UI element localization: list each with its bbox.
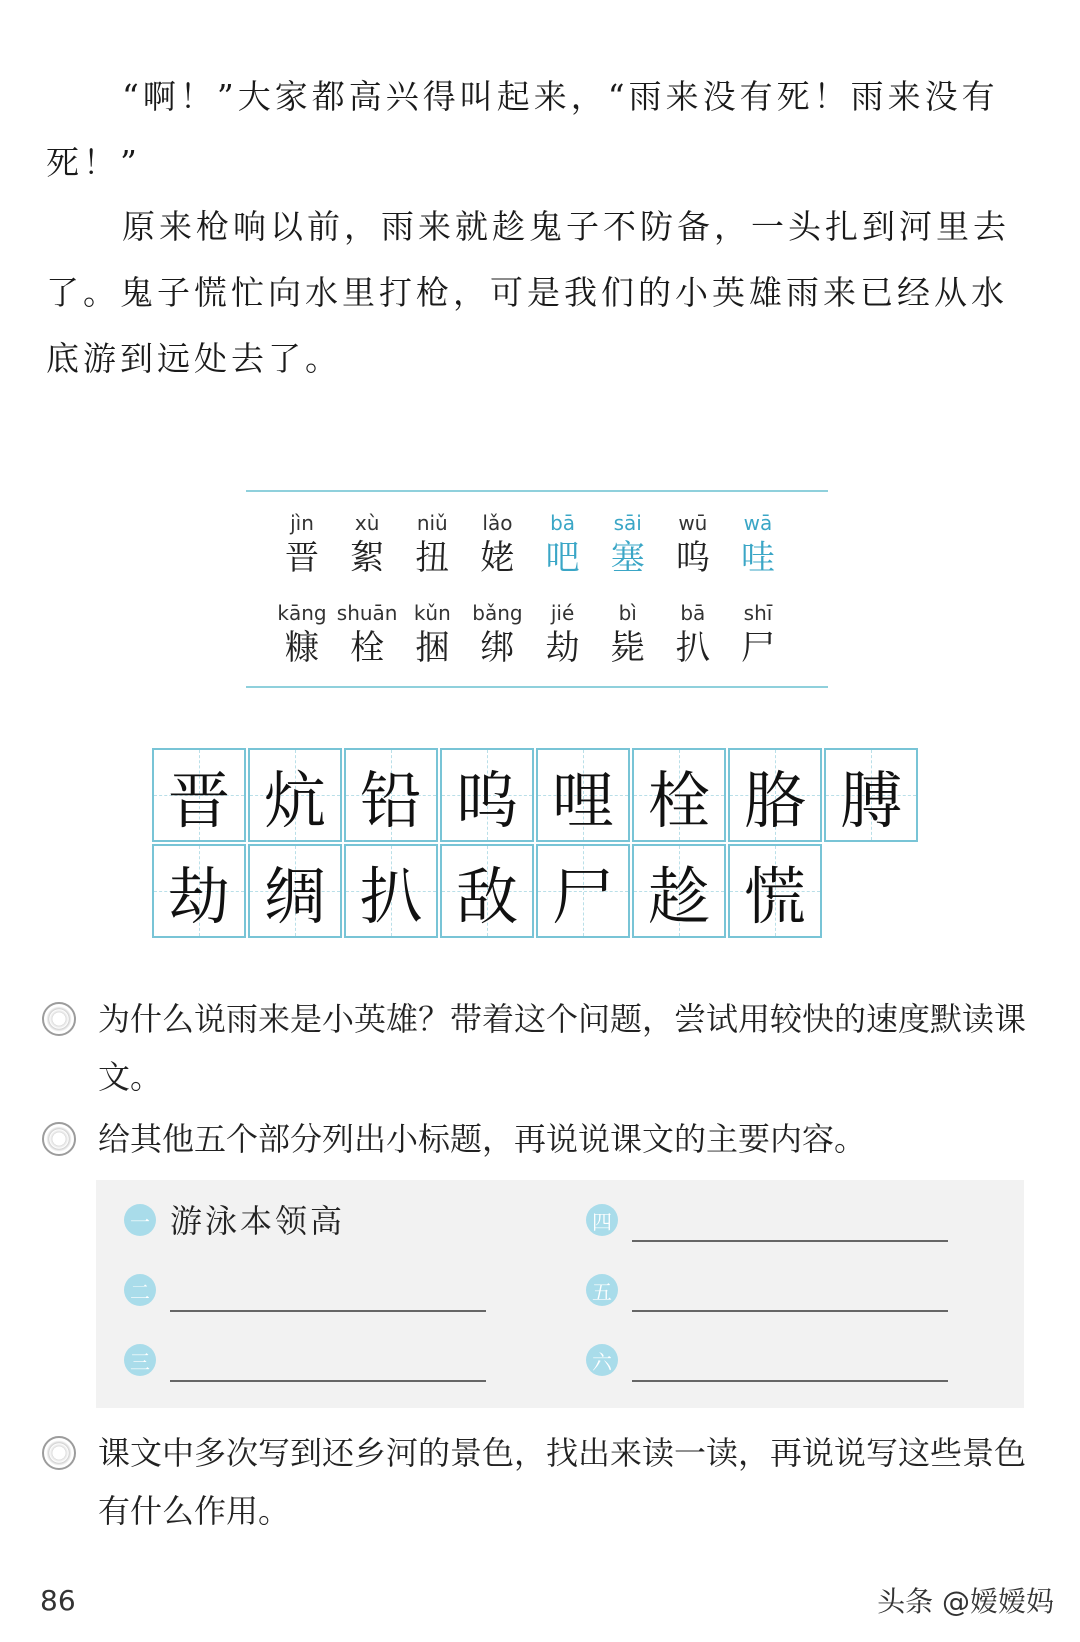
question-1: 为什么说雨来是小英雄？带着这个问题，尝试用较快的速度默读课文。 — [42, 990, 1042, 1106]
writing-cell: 绸 — [248, 844, 342, 938]
outline-item-3 — [124, 1338, 486, 1382]
recognize-char: shuān 栓 — [336, 601, 398, 668]
recognize-char-polyphone: bā 吧 — [545, 511, 580, 578]
recognize-row-2 — [270, 600, 790, 670]
writing-cell: 哩 — [536, 748, 630, 842]
blank-line[interactable] — [170, 1350, 486, 1382]
writing-grid — [152, 748, 922, 942]
recognize-char: bì 毙 — [610, 601, 645, 668]
outline-item-2 — [124, 1268, 486, 1312]
writing-cell: 趁 — [632, 844, 726, 938]
writing-cell: 铅 — [344, 748, 438, 842]
writing-cell: 慌 — [728, 844, 822, 938]
number-badge: 三 — [124, 1344, 156, 1376]
recognize-char: bǎng 绑 — [472, 601, 523, 668]
recognize-char: wū 呜 — [675, 511, 710, 578]
number-badge: 四 — [586, 1204, 618, 1236]
writing-cell: 炕 — [248, 748, 342, 842]
number-badge: 五 — [586, 1274, 618, 1306]
char-box-bottom-rule — [246, 686, 828, 688]
recognize-char-polyphone: sāi 塞 — [610, 511, 645, 578]
recognize-char: jìn 晋 — [285, 511, 319, 578]
char-box-top-rule — [246, 490, 828, 492]
exercise-bullet-icon — [42, 1002, 76, 1036]
recognize-char: xù 絮 — [350, 511, 385, 578]
watermark: 头条 @嫒嫒妈 — [877, 1585, 1054, 1618]
page-number: 86 — [40, 1584, 76, 1617]
writing-cell: 扒 — [344, 844, 438, 938]
recognize-row-1 — [270, 510, 790, 580]
number-badge: 一 — [124, 1204, 156, 1236]
writing-cell: 胳 — [728, 748, 822, 842]
writing-cell: 敌 — [440, 844, 534, 938]
recognize-char: jié 劫 — [545, 601, 580, 668]
exercise-bullet-icon — [42, 1122, 76, 1156]
recognize-char: shī 尸 — [740, 601, 775, 668]
question-2: 给其他五个部分列出小标题，再说说课文的主要内容。 — [42, 1110, 1042, 1168]
number-badge: 六 — [586, 1344, 618, 1376]
outline-item-4 — [586, 1198, 948, 1242]
blank-line[interactable] — [632, 1280, 948, 1312]
writing-cell: 栓 — [632, 748, 726, 842]
writing-cell: 晋 — [152, 748, 246, 842]
exercise-bullet-icon — [42, 1436, 76, 1470]
writing-cell: 尸 — [536, 844, 630, 938]
recognize-char: bā 扒 — [675, 601, 710, 668]
blank-line[interactable] — [170, 1280, 486, 1312]
recognize-char: niǔ 扭 — [415, 511, 450, 578]
subtitle-outline-box — [96, 1180, 1024, 1408]
outline-subtitle: 游泳本领高 — [170, 1202, 346, 1240]
blank-line[interactable] — [632, 1210, 948, 1242]
recognize-char: kāng 糠 — [277, 601, 327, 668]
passage-paragraph-2: 原来枪响以前，雨来就趁鬼子不防备，一头扎到河里去了。鬼子慌忙向水里打枪，可是我们的小英雄雨来已经从水底游到远处去了。 — [46, 207, 1010, 378]
recognize-char-polyphone: wā 哇 — [740, 511, 775, 578]
writing-cell: 劫 — [152, 844, 246, 938]
writing-cell: 膊 — [824, 748, 918, 842]
writing-cell: 呜 — [440, 748, 534, 842]
blank-line[interactable] — [632, 1350, 948, 1382]
outline-item-5 — [586, 1268, 948, 1312]
question-3: 课文中多次写到还乡河的景色，找出来读一读，再说说写这些景色有什么作用。 — [42, 1424, 1042, 1540]
outline-item-1 — [124, 1198, 345, 1242]
outline-item-6 — [586, 1338, 948, 1382]
passage-paragraph-1: “啊！”大家都高兴得叫起来，“雨来没有死！雨来没有死！” — [46, 77, 999, 182]
recognize-char: kǔn 捆 — [413, 601, 451, 668]
number-badge: 二 — [124, 1274, 156, 1306]
recognize-char: lǎo 姥 — [480, 511, 515, 578]
